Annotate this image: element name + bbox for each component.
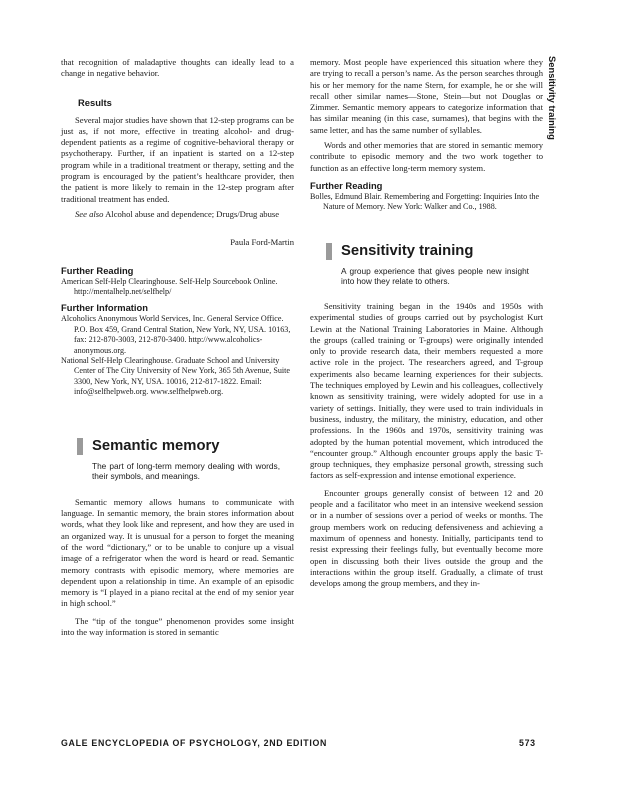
semantic-paragraph: Semantic memory allows humans to communicate with language. In semantic memory, the brain stores information about words, what they look like and represent, and how they are used in an organized way. It is unusual for a person to forget the meaning of the word “dictionary,” or to be unable to conjure up a visual image of a refrigerator when the word is heard or read. Semantic memory contrasts with episodic memory, where memories are dependent upon a relationship in time. An example of an episodic memory is “I played in a piano recital at the end of my senior year in high school.” [61,496,294,609]
side-tab [548,56,570,168]
reference-item: National Self-Help Clearinghouse. Graduate School and University Center of The City University of New York, 365 5th Avenue, Suite 3300, New York, NY, USA. 10016, 212-817-1822. Email: info@selfhelpweb.org. www.selfhelpweb.org. [61,356,290,397]
entry-title: Sensitivity training [341,242,474,259]
left-column [61,57,294,638]
further-information-heading: Further Information [61,302,148,314]
entry-definition: The part of long-term memory dealing with words, their symbols, and meanings. [92,460,280,482]
semantic-paragraph: The “tip of the tongue” phenomenon provides some insight into the way information is stored in semantic [61,615,294,638]
further-reading-heading: Further Reading [310,179,383,191]
continued-paragraph: that recognition of maladaptive thoughts can ideally lead to a change in negative behavior. [61,57,294,79]
sensitivity-paragraph: Encounter groups generally consist of between 12 and 20 people and a facilitator who meet in an intensive weekend session or in a number of sessions over a period of weeks or months. The group members work on reducing defensiveness and achieving a maximum of openness and honesty. Initially, participants tend to resist expressing their feelings fully, but eventually become more open in discussing both their lives outside the group and the interactions within the group itself. Gradually, a climate of trust develops among the group members, and they in- [310,487,543,589]
see-also [61,209,294,220]
sensitivity-paragraph: Sensitivity training began in the 1940s and 1950s with experimental studies of groups carried out by psychologist Kurt Lewin at the National Training Laboratories in Maine. Although the groups (called training or T-groups) were originally intended only to provide research data, their members requested a more active role in the project. The researchers agreed, and T-group experiments also became learning experiences for their subjects. The techniques employed by Lewin and his colleagues, collectively known as sensitivity training, were widely adopted for use in a variety of settings. Initially, they were used to train individuals in business, industry, the military, the ministry, education, and other professions. In the 1960s and 1970s, sensitivity training was adopted by the human potential movement, which introduced the “encounter group.” Although encounter groups apply the basic T-group techniques, they emphasize personal growth, stressing such factors as self-expression and intense emotional experience. [310,300,543,481]
further-reading-heading: Further Reading [61,264,134,276]
sensitivity-training-entry-header [326,243,543,260]
results-paragraph: Several major studies have shown that 12-step programs can be just as, if not more, effective in treating alcohol- and drug-dependent patients as a regime of cognitive-behavioral therapy or psychotherapy. Further, if an inpatient is started on a 12-step program while in a traditional treatment or therapy, setting and the program is encouraged by the patient’s healthcare provider, then the patient is more likely to remain in the 12-step program after traditional treatment has ended. [61,114,294,204]
side-tab-label: Sensitivity training [547,56,558,140]
author-name: Paula Ford-Martin [230,237,294,248]
reference-item: Alcoholics Anonymous World Services, Inc. General Service Office. P.O. Box 459, Grand Central Station, New York, NY, USA. 10163, fax: 212-870-3003, 212-870-3400. http://www.alcoholics-anonymous.org. [61,314,291,355]
footer-title: GALE ENCYCLOPEDIA OF PSYCHOLOGY, 2ND EDITION [61,738,328,748]
semantic-memory-entry-header [77,438,294,455]
continued-paragraph: memory. Most people have experienced this situation where they are trying to recall a person’s name. As the person searches through his or her memory for the name Stern, for example, he or she will recall other similar names—Stone, Stein—but not Douglas or Zimmer. Semantic memory appears to categorize information that has similar meaning (in this case, surnames), that begins with the same letter, and has the same number of syllables. [310,57,543,135]
right-column [310,57,543,589]
page-number: 573 [519,738,536,748]
see-also-label: See also [75,208,104,219]
semantic-paragraph: Words and other memories that are stored in semantic memory contribute to episodic memory and the two work together to function as an effective long-term memory system. [310,140,543,173]
entry-title: Semantic memory [92,437,220,454]
reference-item: Bolles, Edmund Blair. Remembering and Forgetting: Inquiries Into the Nature of Memory. New York: Walker and Co., 1988. [310,191,540,212]
reference-item: American Self-Help Clearinghouse. Self-Help Sourcebook Online. http://mentalhelp.net/selfhelp/ [61,276,278,296]
results-heading: Results [78,96,112,108]
entry-definition: A group experience that gives people new insight into how they relate to others. [341,265,529,287]
see-also-text: Alcohol abuse and dependence; Drugs/Drug abuse [105,208,280,219]
